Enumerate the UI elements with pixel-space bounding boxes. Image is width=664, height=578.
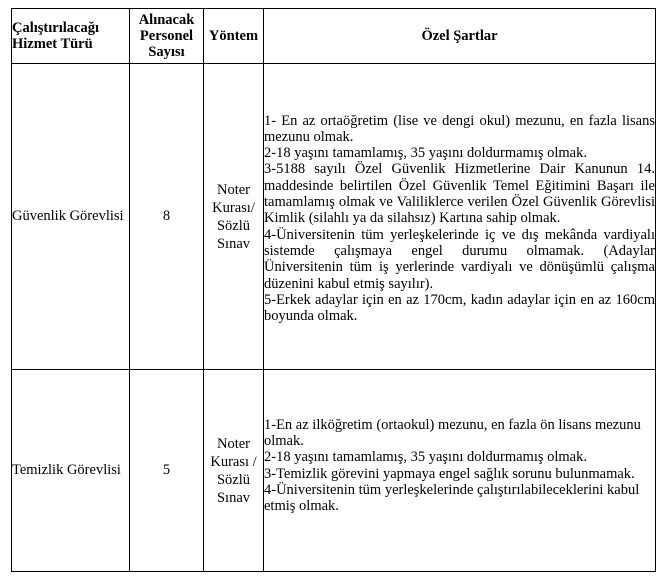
- header-personnel-count-line: Alınacak: [138, 12, 195, 28]
- table-row: [12, 370, 656, 572]
- conditions-cell: [264, 64, 656, 370]
- method-cell: [204, 64, 264, 370]
- method-line: Kurası /: [210, 453, 257, 470]
- header-personnel-count-line: Personel: [139, 28, 194, 44]
- personnel-count-cell: 8: [130, 64, 204, 370]
- condition-item: 3-Temizlik görevini yapmaya engel sağlık sorunu bulunmamak.: [264, 465, 635, 482]
- condition-item: 3-5188 sayılı Özel Güvenlik Hizmetlerine Dair Kanunun 14. maddesinde belirtilen Özel Güvenlik Temel Eğitimini Başarı ile tamamlamış olmak ve Valiliklerce verilen Özel Güvenlik Görevlisi Kimlik (silahlı ya da silahsız) Kartına sahip olmak.: [264, 161, 655, 227]
- conditions-list: [264, 113, 655, 325]
- header-method: Yöntem: [204, 9, 264, 64]
- header-service-type-line: Hizmet Türü: [12, 36, 93, 52]
- method-line: Noter: [216, 181, 250, 198]
- table-row: [12, 64, 656, 370]
- recruitment-table: [11, 8, 656, 572]
- condition-item: 4-Üniversitenin tüm yerleşkelerinde çalıştırılabileceklerini kabul etmiş olmak.: [264, 481, 640, 515]
- condition-item: 2-18 yaşını tamamlamış, 35 yaşını doldurmamış olmak.: [264, 449, 587, 466]
- header-service-type: [12, 9, 130, 64]
- condition-item: 5-Erkek adaylar için en az 170cm, kadın adaylar için en az 160cm boyunda olmak.: [264, 291, 655, 325]
- method-cell: [204, 370, 264, 572]
- method-line: Sözlü: [216, 471, 251, 488]
- condition-item: 2-18 yaşını tamamlamış, 35 yaşını doldurmamış olmak.: [264, 145, 587, 162]
- header-personnel-count: [130, 9, 204, 64]
- conditions-cell: [264, 370, 656, 572]
- service-type-cell: Güvenlik Görevlisi: [12, 64, 130, 370]
- header-special-conditions: Özel Şartlar: [264, 9, 656, 64]
- service-type-cell: Temizlik Görevlisi: [12, 370, 130, 572]
- conditions-list: [264, 417, 655, 515]
- method-line: Sınav: [216, 235, 251, 252]
- method-line: Sınav: [216, 489, 251, 506]
- header-personnel-count-line: Sayısı: [148, 44, 185, 60]
- condition-item: 4-Üniversitenin tüm yerleşkelerinde iç ve dış mekânda vardiyalı sistemde çalışmaya engel durumu olmamak. (Adaylar Üniversitenin tüm iş yerlerinde vardiyalı ve dönüşümlü çalışma düzenini kabul etmiş sayılır).: [264, 226, 655, 292]
- condition-item: 1- En az ortaöğretim (lise ve dengi okul) mezunu, en fazla lisans mezunu olmak.: [264, 112, 655, 145]
- method-line: Kurası/: [212, 199, 255, 216]
- method-line: Noter: [216, 435, 250, 452]
- personnel-count-cell: 5: [130, 370, 204, 572]
- header-row: [12, 9, 656, 64]
- header-service-type-line: Çalıştırılacağı: [12, 20, 99, 36]
- condition-item: 1-En az ilköğretim (ortaokul) mezunu, en fazla ön lisans mezunu olmak.: [264, 416, 641, 449]
- method-line: Sözlü: [216, 217, 251, 234]
